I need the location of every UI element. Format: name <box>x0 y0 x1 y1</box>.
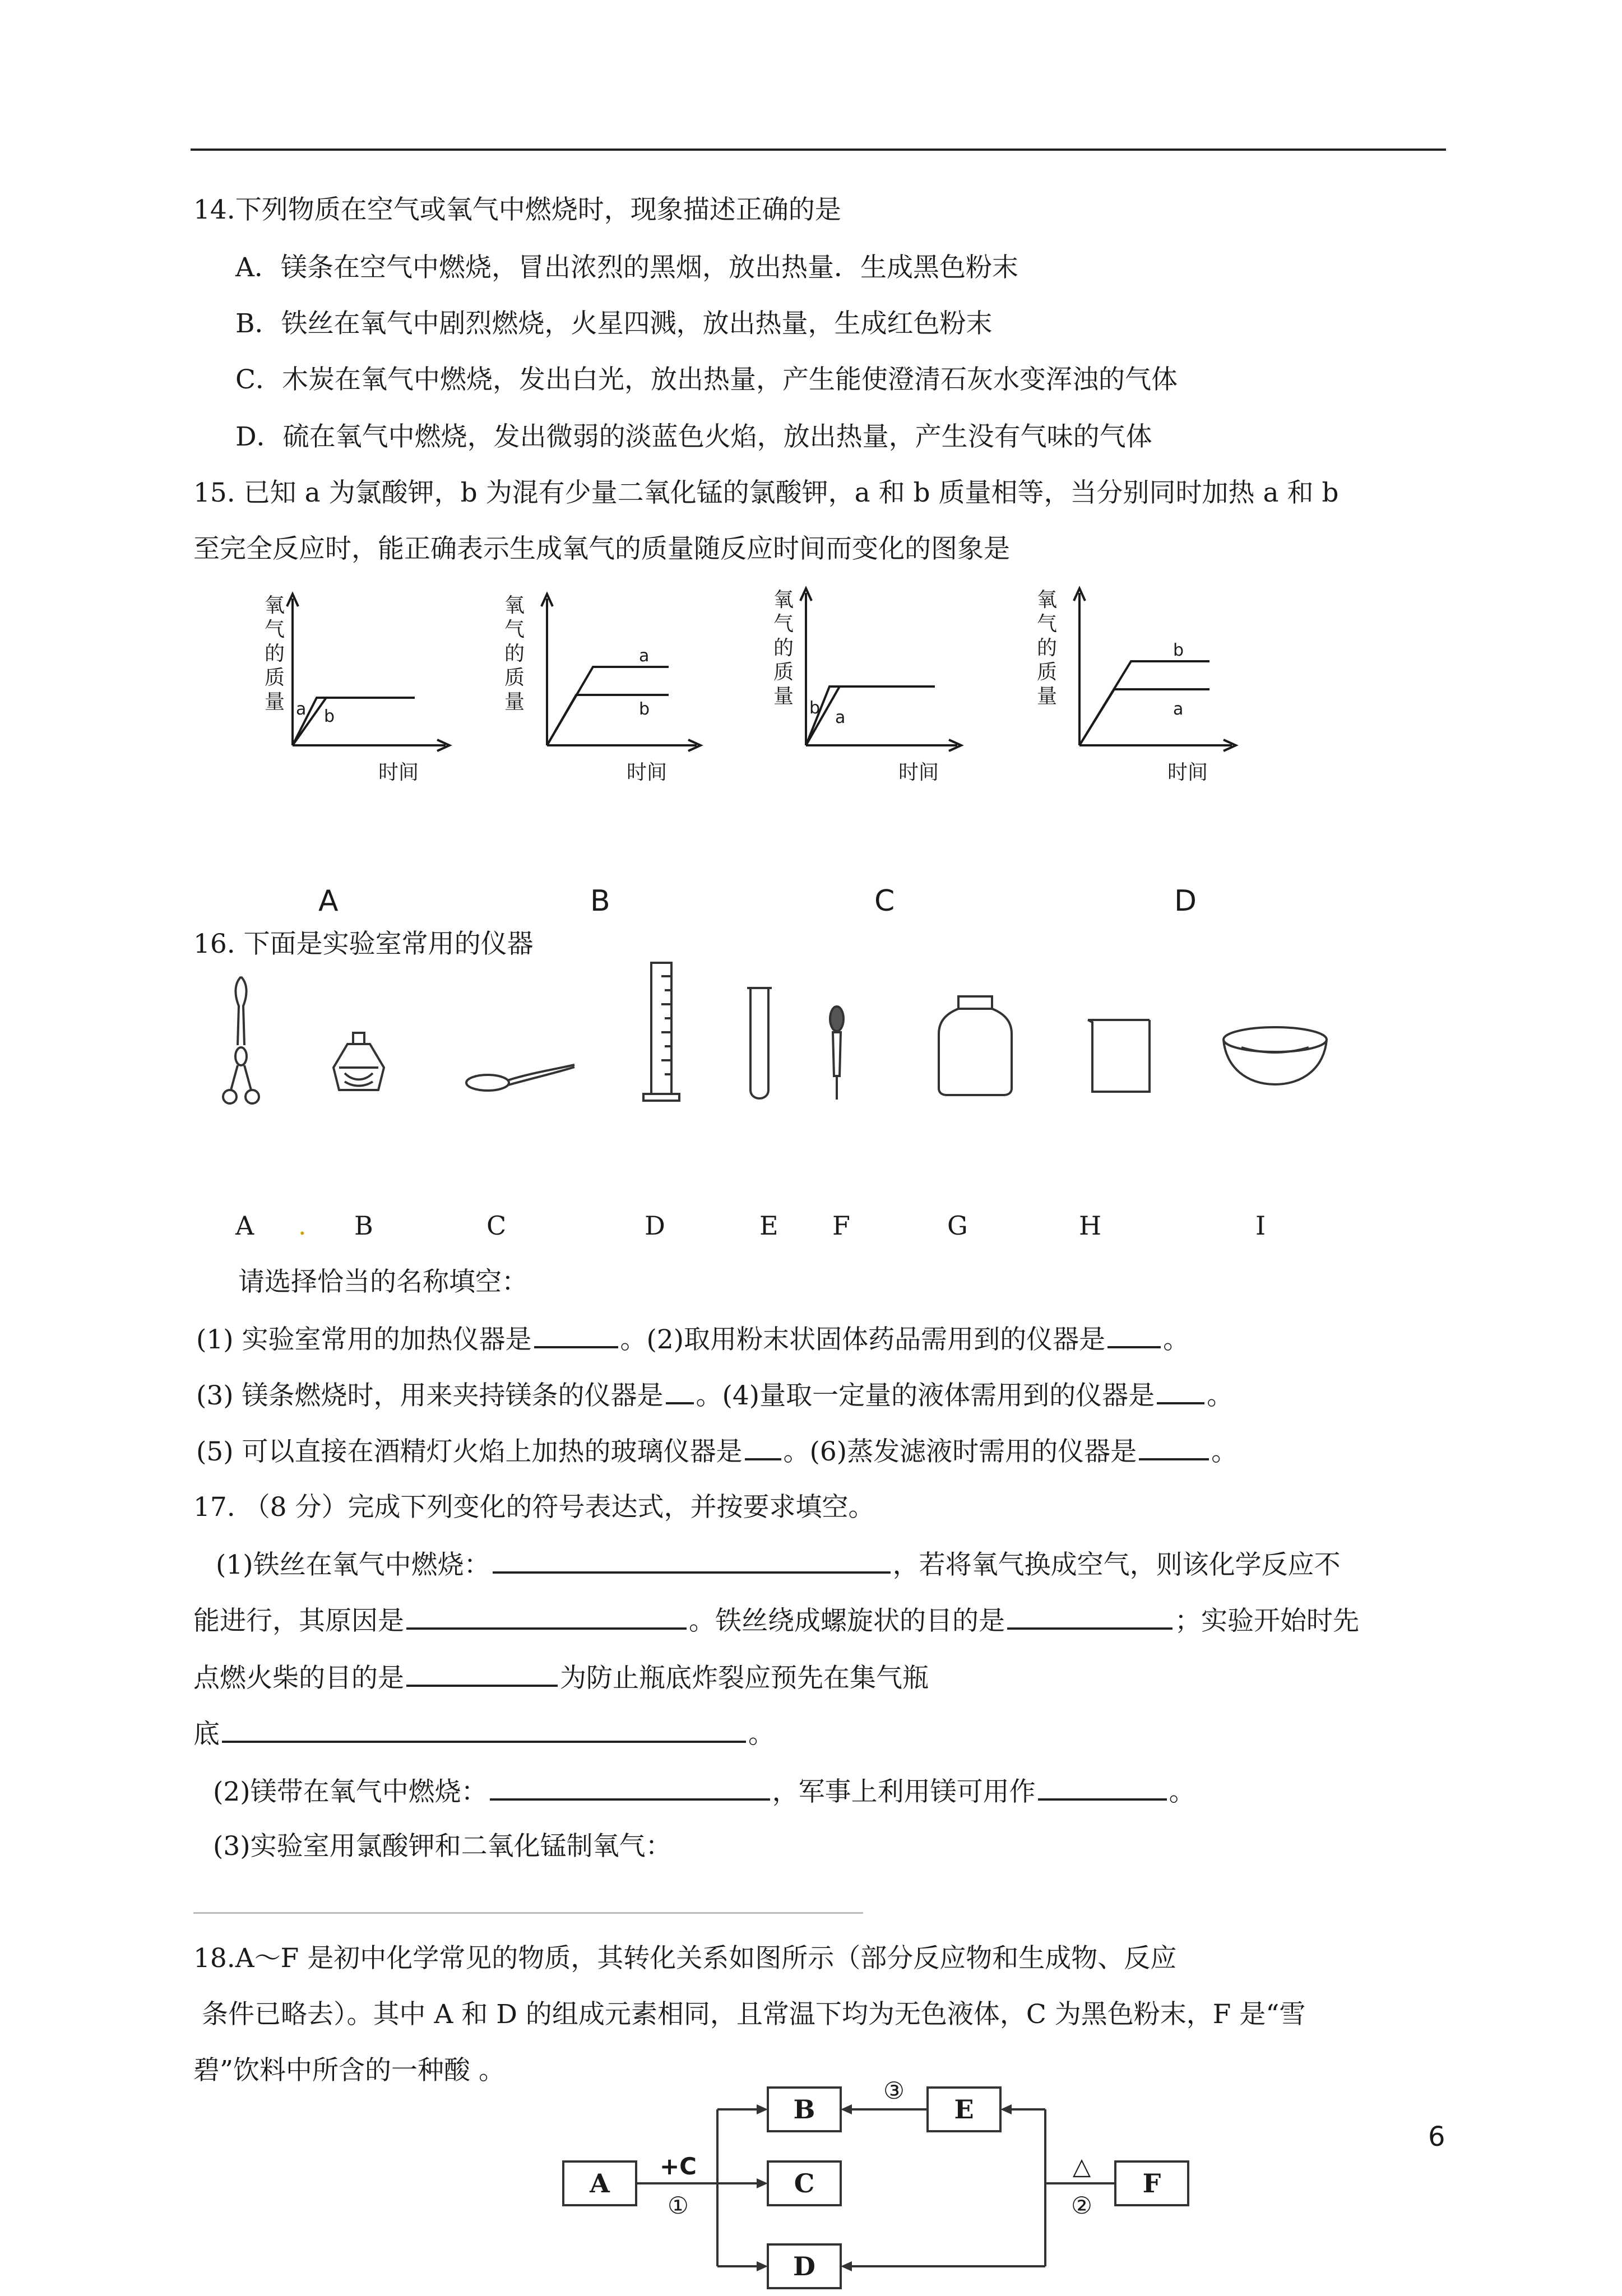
page-number: 6 <box>1428 2121 1445 2153</box>
q16-item-row-2 <box>196 1377 1233 1413</box>
q17-l3-text-a: 点燃火柴的目的是 <box>193 1663 404 1694</box>
q15-stem-line2: 至完全反应时，能正确表示生成氧气的质量随反应时间而变化的图象是 <box>193 534 1010 564</box>
q17-l2-text-c: ；实验开始时先 <box>1175 1606 1359 1636</box>
q16-item-row-1-end: 。 <box>1163 1324 1190 1355</box>
q17-blank-iron-equation[interactable] <box>493 1547 891 1574</box>
q16-blank-6[interactable] <box>1139 1434 1209 1460</box>
graph-c-ylabel-2: 的 <box>773 637 794 660</box>
graph-b-lower-label: b <box>639 699 650 719</box>
graph-c-ylabel-0: 氧 <box>773 588 794 611</box>
diagram-label-d: D <box>793 2251 815 2281</box>
q14-stem: 14.下列物质在空气或氧气中燃烧时，现象描述正确的是 <box>193 194 841 225</box>
q15-stem-line1: 15. 已知 a 为氯酸钾，b 为混有少量二氧化锰的氯酸钾，a 和 b 质量相等，当分别同时加热 a 和 b <box>193 477 1339 508</box>
graph-d-ylabel-4: 量 <box>1037 685 1058 708</box>
graph-b-xlabel: 时间 <box>627 761 668 784</box>
medicine-spoon-icon <box>462 1054 580 1101</box>
graph-a-start-label-0: a <box>296 699 307 719</box>
instrument-letter-a: A <box>235 1210 254 1241</box>
q18-line-3: 碧”饮料中所含的一种酸 。 <box>193 2055 505 2086</box>
graph-d-lower-label: a <box>1173 699 1184 719</box>
graph-d-xlabel: 时间 <box>1167 761 1208 784</box>
diagram-label-f: F <box>1142 2168 1161 2198</box>
q17-l4-text-a: 底 <box>193 1719 220 1750</box>
graph-b-ylabel-3: 质 <box>504 666 525 689</box>
diagram-label-b: B <box>793 2094 815 2125</box>
diagram-label-e: E <box>954 2094 974 2125</box>
instrument-letter-b: B <box>354 1210 373 1241</box>
graph-a-ylabel-0: 氧 <box>265 594 285 617</box>
q16-item-2-text: 。(2)取用粉末状固体药品需用到的仪器是 <box>620 1324 1106 1355</box>
q18-line-1: 18.A～F 是初中化学常见的物质，其转化关系如图所示（部分反应物和生成物、反应 <box>193 1943 1177 1974</box>
instrument-letter-h: H <box>1079 1210 1102 1241</box>
q16-stem: 16. 下面是实验室常用的仪器 <box>193 929 534 959</box>
q16-item-row-3-end: 。 <box>1211 1436 1238 1467</box>
q17-blank-bottle-bottom[interactable] <box>222 1716 746 1743</box>
diagram-plus-c: +C <box>659 2153 697 2180</box>
q17-line-2 <box>193 1603 1359 1638</box>
q16-instruction: 请选择恰当的名称填空： <box>238 1267 528 1297</box>
graph-c-start-label-1: a <box>835 708 846 727</box>
q17-l2-text-b: 。铁丝绕成螺旋状的目的是 <box>689 1606 1005 1636</box>
q17-l3-text-b: 为防止瓶底炸裂应预先在集气瓶 <box>560 1663 929 1694</box>
q16-blank-1[interactable] <box>534 1321 618 1348</box>
q17-blank-magnesium-equation[interactable] <box>490 1774 770 1801</box>
graph-option-b: B <box>590 884 610 918</box>
evaporating-dish-icon <box>1219 1023 1331 1092</box>
q16-item-4-text: 。(4)量取一定量的液体需用到的仪器是 <box>696 1380 1155 1411</box>
header-rule <box>191 149 1446 151</box>
dropper-icon <box>823 1003 851 1106</box>
instrument-letter-c: C <box>486 1210 507 1241</box>
graph-d-upper-label: b <box>1173 641 1184 660</box>
q17-blank-spiral-purpose[interactable] <box>1007 1603 1173 1630</box>
q16-item-row-2-end: 。 <box>1207 1380 1234 1411</box>
graph-c-ylabel-4: 量 <box>773 685 794 708</box>
q16-blank-2[interactable] <box>1107 1321 1161 1348</box>
graph-a-ylabel-3: 质 <box>265 666 285 689</box>
q17-stem: 17. （8 分）完成下列变化的符号表达式，并按要求填空。 <box>193 1492 875 1523</box>
graph-c-start-label-0: b <box>809 698 821 718</box>
diagram-label-a: A <box>590 2168 610 2198</box>
graph-b-ylabel-2: 的 <box>504 642 525 665</box>
q17-blank-kclo3-equation[interactable] <box>193 1912 863 1914</box>
crucible-tongs-icon <box>219 972 263 1115</box>
q17-line-1 <box>216 1547 1341 1582</box>
reaction-diagram <box>560 2074 1205 2296</box>
q17-line-6: (3)实验室用氯酸钾和二氧化锰制氧气： <box>213 1831 672 1862</box>
q17-blank-reason[interactable] <box>406 1603 687 1630</box>
graph-b-ylabel-1: 气 <box>504 618 525 641</box>
q16-item-6-text: 。(6)蒸发滤液时需用的仪器是 <box>783 1436 1137 1467</box>
graph-a <box>258 588 471 787</box>
instrument-letter-g: G <box>947 1210 968 1241</box>
diagram-step-3: ③ <box>883 2077 905 2104</box>
graph-a-ylabel-1: 气 <box>265 618 285 641</box>
q14-option-a: A．镁条在空气中燃烧，冒出浓烈的黑烟，放出热量．生成黑色粉末 <box>235 252 1018 283</box>
q16-blank-3[interactable] <box>666 1377 694 1404</box>
graph-option-d: D <box>1174 884 1197 918</box>
graph-a-ylabel-2: 的 <box>265 642 285 665</box>
q17-line-3 <box>193 1660 929 1695</box>
q17-blank-military-use[interactable] <box>1038 1774 1167 1801</box>
q17-l4-text-b: 。 <box>748 1719 775 1750</box>
stray-dot: . <box>298 1210 307 1241</box>
q16-blank-4[interactable] <box>1157 1377 1204 1404</box>
q17-line-4 <box>193 1716 775 1751</box>
graph-a-start-label-1: b <box>324 707 335 726</box>
graph-d-ylabel-1: 气 <box>1037 613 1058 636</box>
beaker-icon <box>1085 1014 1157 1101</box>
q17-blank-match-purpose[interactable] <box>406 1660 558 1687</box>
graph-b <box>498 588 711 787</box>
test-tube-icon <box>743 984 776 1109</box>
q17-l5-text-b: ，军事上利用镁可用作 <box>772 1776 1036 1807</box>
graph-d <box>1030 583 1254 787</box>
graph-b-ylabel-4: 量 <box>504 690 525 713</box>
graph-c-ylabel-1: 气 <box>773 613 794 636</box>
q16-item-5-text: (5) 可以直接在酒精灯火焰上加热的玻璃仪器是 <box>196 1436 743 1467</box>
q17-l1-text-b: ，若将氧气换成空气，则该化学反应不 <box>892 1550 1341 1580</box>
q17-l1-text-a: (1)铁丝在氧气中燃烧： <box>216 1550 490 1580</box>
graph-d-ylabel-0: 氧 <box>1037 588 1058 611</box>
q14-option-c: C．木炭在氧气中燃烧，发出白光，放出热量，产生能使澄清石灰水变浑浊的气体 <box>235 364 1178 395</box>
q16-item-row-3 <box>196 1434 1238 1469</box>
q17-l5-text-a: (2)镁带在氧气中燃烧： <box>213 1776 488 1807</box>
alcohol-lamp-icon <box>322 1028 395 1098</box>
q14-option-b: B．铁丝在氧气中剧烈燃烧，火星四溅，放出热量，生成红色粉末 <box>235 308 993 339</box>
q16-blank-5[interactable] <box>745 1434 781 1460</box>
graph-a-xlabel: 时间 <box>378 761 419 784</box>
q17-line-5 <box>213 1774 1195 1809</box>
diagram-step-1: ① <box>668 2192 689 2219</box>
diagram-label-c: C <box>794 2168 815 2198</box>
graph-option-a: A <box>318 884 339 918</box>
graph-a-ylabel-4: 量 <box>265 690 285 713</box>
instrument-letter-f: F <box>832 1210 850 1241</box>
q16-item-row-1 <box>196 1321 1189 1357</box>
diagram-heat: △ <box>1072 2153 1091 2180</box>
gas-collecting-bottle-icon <box>933 992 1017 1101</box>
q17-l5-text-c: 。 <box>1169 1776 1195 1807</box>
instrument-letter-i: I <box>1255 1210 1266 1241</box>
graph-c <box>767 583 980 787</box>
instrument-letter-d: D <box>645 1210 665 1241</box>
graph-d-ylabel-2: 的 <box>1037 637 1058 660</box>
diagram-step-2: ② <box>1071 2192 1092 2219</box>
graph-b-upper-label: a <box>639 646 650 666</box>
q18-line-2: 条件已略去）。其中 A 和 D 的组成元素相同，且常温下均为无色液体，C 为黑色粉末，F 是“雪 <box>202 1999 1306 2030</box>
graduated-cylinder-icon <box>639 959 684 1107</box>
q17-l2-text-a: 能进行，其原因是 <box>193 1606 404 1636</box>
q14-option-d: D．硫在氧气中燃烧，发出微弱的淡蓝色火焰，放出热量，产生没有气味的气体 <box>235 421 1152 452</box>
graph-d-ylabel-3: 质 <box>1037 661 1058 684</box>
instrument-letter-e: E <box>759 1210 778 1241</box>
graph-c-ylabel-3: 质 <box>773 661 794 684</box>
q16-item-1-text: (1) 实验室常用的加热仪器是 <box>196 1324 532 1355</box>
graph-option-c: C <box>874 884 895 918</box>
graph-c-xlabel: 时间 <box>898 761 939 784</box>
q16-item-3-text: (3) 镁条燃烧时，用来夹持镁条的仪器是 <box>196 1380 664 1411</box>
graph-b-ylabel-0: 氧 <box>504 594 525 617</box>
